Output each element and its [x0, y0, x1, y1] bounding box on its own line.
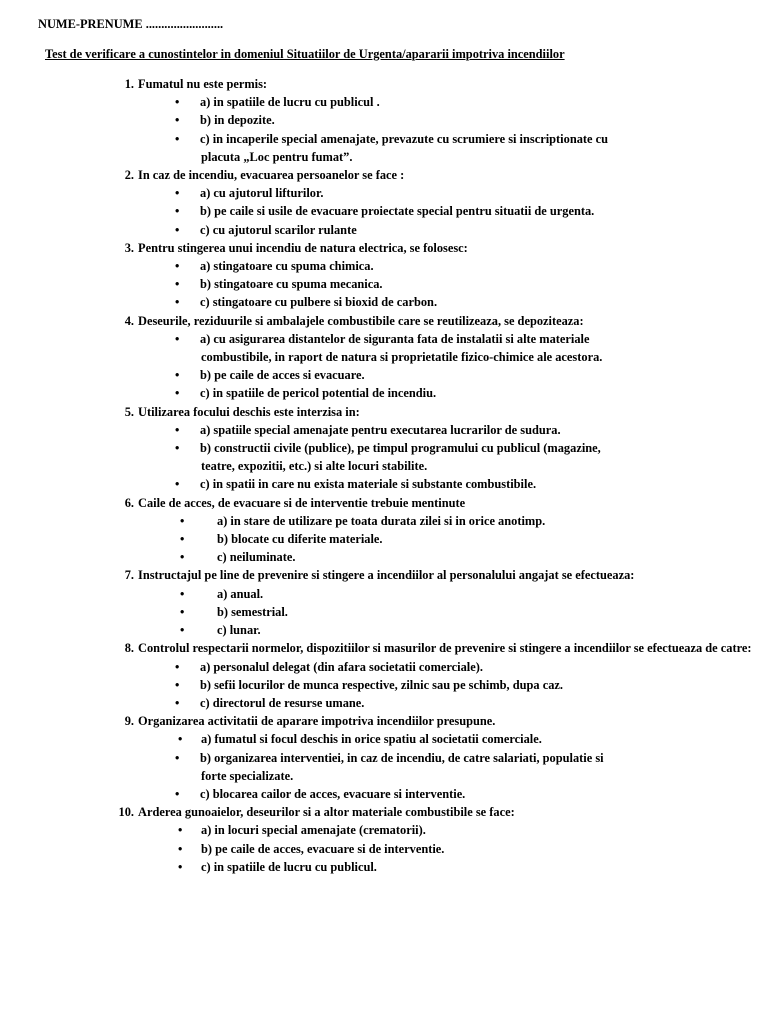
answer-text: a) in spatiile de lucru cu publicul . [200, 95, 380, 110]
answer-option [138, 512, 760, 530]
question-text: In caz de incendiu, evacuarea persoanelor se face : [138, 168, 405, 183]
question-list [110, 75, 760, 876]
question-number: 8. [124, 641, 134, 656]
question-number: 6. [124, 495, 134, 510]
bullet-icon: • [180, 623, 185, 638]
bullet-icon: • [175, 368, 180, 383]
question-text: Organizarea activitatii de aparare impotriva incendiilor presupune. [138, 714, 496, 729]
question-text: Pentru stingerea unui incendiu de natura electrica, se folosesc: [138, 240, 468, 255]
answer-options [138, 730, 760, 803]
bullet-icon: • [175, 750, 180, 765]
answer-text: c) lunar. [217, 623, 261, 638]
answer-options [138, 421, 760, 494]
answer-text: c) cu ajutorul scarilor rulante [200, 222, 357, 237]
bullet-icon: • [175, 677, 180, 692]
bullet-icon: • [178, 841, 183, 856]
question-item [110, 312, 760, 403]
answer-text: c) neiluminate. [217, 550, 296, 565]
bullet-icon: • [175, 477, 180, 492]
question-item [110, 75, 760, 166]
answer-option [138, 384, 760, 402]
answer-text-continuation: combustibile, in raport de natura si proprietatile fizico-chimice ale acestora. [201, 350, 603, 365]
answer-option [138, 184, 760, 202]
answer-text: a) spatiile special amenajate pentru executarea lucrarilor de sudura. [200, 422, 561, 437]
answer-options [138, 821, 760, 876]
question-text: Instructajul pe line de prevenire si stingere a incendiilor al personalului angajat se efectueaza: [138, 568, 635, 583]
question-number: 5. [124, 404, 134, 419]
answer-option [138, 840, 760, 858]
question-number: 3. [124, 240, 134, 255]
answer-text: a) anual. [217, 586, 264, 601]
question-item [110, 566, 760, 639]
bullet-icon: • [178, 823, 183, 838]
answer-option [138, 621, 760, 639]
question-number: 9. [124, 714, 134, 729]
bullet-icon: • [180, 532, 185, 547]
answer-text: a) in locuri special amenajate (crematorii). [201, 823, 426, 838]
question-text: Arderea gunoaielor, deseurilor si a altor materiale combustibile se face: [138, 805, 515, 820]
answer-options [138, 184, 760, 239]
name-field-label: NUME-PRENUME ......................... [38, 17, 224, 31]
answer-option [138, 530, 760, 548]
answer-text: b) in depozite. [200, 113, 275, 128]
question-item [110, 239, 760, 312]
question-item [110, 166, 760, 239]
bullet-icon: • [175, 259, 180, 274]
answer-option [138, 221, 760, 239]
answer-text-continuation: teatre, expozitii, etc.) si alte locuri stabilite. [201, 459, 428, 474]
bullet-icon: • [175, 131, 180, 146]
answer-text: c) stingatoare cu pulbere si bioxid de carbon. [200, 295, 438, 310]
answer-text: c) in spatii in care nu exista materiale si substante combustibile. [200, 477, 537, 492]
answer-text: c) directorul de resurse umane. [200, 695, 365, 710]
answer-option [138, 858, 760, 876]
bullet-icon: • [175, 441, 180, 456]
answer-option [138, 694, 760, 712]
answer-option [138, 293, 760, 311]
answer-option [138, 111, 760, 129]
bullet-icon: • [180, 513, 185, 528]
answer-text: a) cu asigurarea distantelor de siguranta fata de instalatii si alte materiale [200, 331, 590, 346]
answer-options [138, 658, 760, 713]
answer-options [138, 257, 760, 312]
answer-options [138, 93, 760, 166]
bullet-icon: • [175, 331, 180, 346]
question-item [110, 712, 760, 803]
bullet-icon: • [175, 277, 180, 292]
answer-option [138, 603, 760, 621]
bullet-icon: • [175, 95, 180, 110]
question-number: 7. [124, 568, 134, 583]
answer-option [138, 749, 760, 785]
answer-option [138, 202, 760, 220]
answer-text: b) pe caile de acces, evacuare si de interventie. [201, 841, 445, 856]
answer-text: c) in incaperile special amenajate, prevazute cu scrumiere si inscriptionate cu [200, 131, 609, 146]
bullet-icon: • [175, 113, 180, 128]
test-title: Test de verificare a cunostintelor in domeniul Situatiilor de Urgenta/apararii impotriva incendiilor [45, 47, 565, 61]
bullet-icon: • [175, 422, 180, 437]
question-number: 2. [124, 168, 134, 183]
bullet-icon: • [178, 732, 183, 747]
answer-option [138, 548, 760, 566]
answer-text: a) personalul delegat (din afara societatii comerciale). [200, 659, 483, 674]
question-number: 1. [124, 77, 134, 91]
answer-options [138, 512, 760, 567]
answer-text: c) blocarea cailor de acces, evacuare si interventie. [200, 786, 466, 801]
bullet-icon: • [180, 604, 185, 619]
answer-option [138, 730, 760, 748]
answer-text: b) semestrial. [217, 604, 288, 619]
bullet-icon: • [175, 786, 180, 801]
question-number: 10. [118, 805, 134, 820]
answer-option [138, 585, 760, 603]
answer-text: a) cu ajutorul lifturilor. [200, 186, 324, 201]
question-item [110, 803, 760, 876]
answer-text: a) in stare de utilizare pe toata durata zilei si in orice anotimp. [217, 513, 546, 528]
bullet-icon: • [175, 659, 180, 674]
answer-text: b) pe caile si usile de evacuare proiectate special pentru situatii de urgenta. [200, 204, 595, 219]
bullet-icon: • [175, 695, 180, 710]
question-item [110, 403, 760, 494]
question-text: Controlul respectarii normelor, dispozitiilor si masurilor de prevenire si stingere a incendiilor se efectueaza de catre: [138, 641, 752, 656]
answer-option [138, 330, 760, 366]
question-text: Caile de acces, de evacuare si de interventie trebuie mentinute [138, 495, 466, 510]
question-text: Fumatul nu este permis: [138, 77, 268, 91]
answer-text: c) in spatiile de lucru cu publicul. [201, 859, 377, 874]
question-item [110, 639, 760, 712]
answer-option [138, 93, 760, 111]
answer-text: c) in spatiile de pericol potential de incendiu. [200, 386, 437, 401]
answer-text: b) organizarea interventiei, in caz de incendiu, de catre salariati, populatie si [200, 750, 604, 765]
answer-option [138, 366, 760, 384]
answer-option [138, 475, 760, 493]
answer-text-continuation: placuta „Loc pentru fumat”. [201, 149, 353, 164]
answer-text: b) sefii locurilor de munca respective, zilnic sau pe schimb, dupa caz. [200, 677, 563, 692]
answer-text: b) constructii civile (publice), pe timpul programului cu publicul (magazine, [200, 441, 601, 456]
answer-option [138, 676, 760, 694]
question-text: Deseurile, reziduurile si ambalajele combustibile care se reutilizeaza, se depoziteaza: [138, 313, 584, 328]
answer-option [138, 439, 760, 475]
bullet-icon: • [175, 386, 180, 401]
answer-options [138, 330, 760, 403]
answer-option [138, 821, 760, 839]
bullet-icon: • [175, 222, 180, 237]
answer-text: b) stingatoare cu spuma mecanica. [200, 277, 383, 292]
question-text: Utilizarea focului deschis este interzisa in: [138, 404, 360, 419]
bullet-icon: • [175, 204, 180, 219]
answer-option [138, 257, 760, 275]
bullet-icon: • [175, 186, 180, 201]
answer-text: a) stingatoare cu spuma chimica. [200, 259, 374, 274]
answer-option [138, 275, 760, 293]
bullet-icon: • [180, 586, 185, 601]
question-item [110, 494, 760, 567]
bullet-icon: • [178, 859, 183, 874]
answer-option [138, 785, 760, 803]
answer-text: b) pe caile de acces si evacuare. [200, 368, 365, 383]
answer-option [138, 658, 760, 676]
answer-text-continuation: forte specializate. [201, 768, 294, 783]
answer-text: a) fumatul si focul deschis in orice spatiu al societatii comerciale. [201, 732, 542, 747]
answer-text: b) blocate cu diferite materiale. [217, 532, 383, 547]
answer-option [138, 130, 760, 166]
answer-option [138, 421, 760, 439]
bullet-icon: • [175, 295, 180, 310]
bullet-icon: • [180, 550, 185, 565]
question-number: 4. [124, 313, 134, 328]
answer-options [138, 585, 760, 640]
